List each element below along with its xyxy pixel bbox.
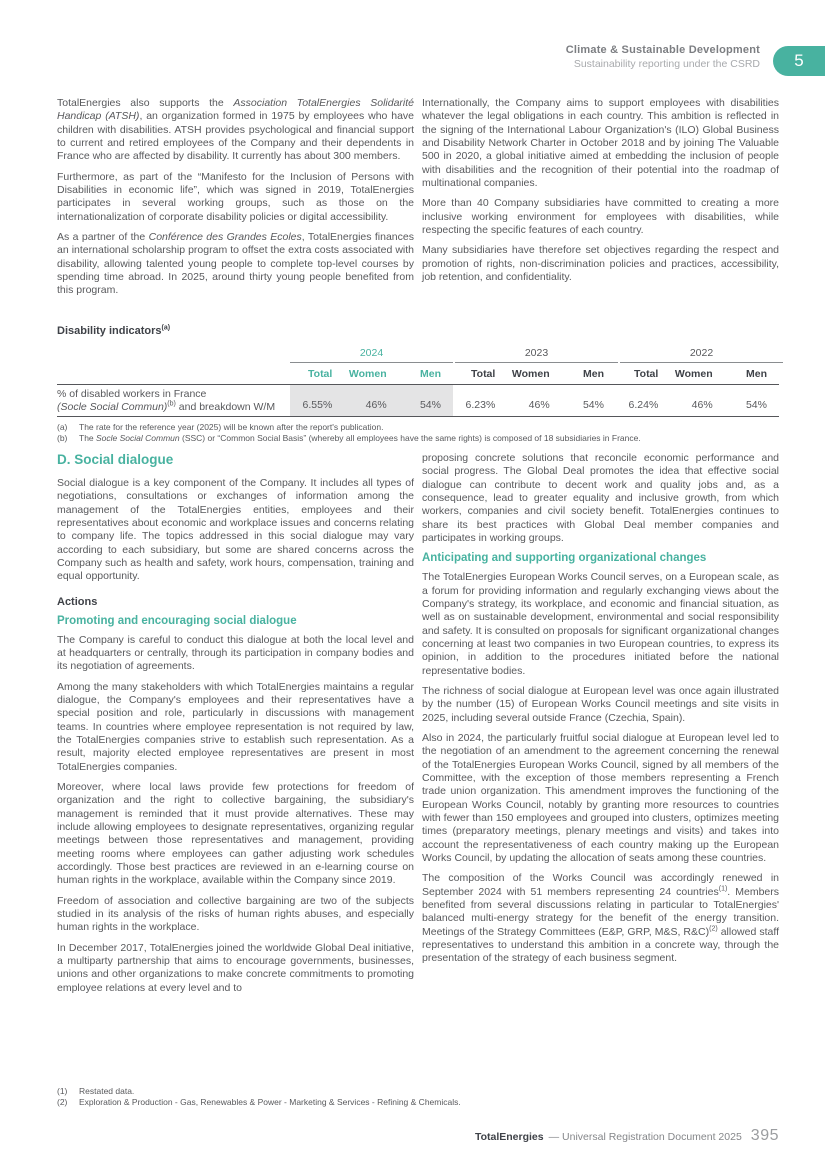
table-value: 6.23% [465, 399, 496, 411]
social-right-column [422, 452, 779, 1002]
column-header: Men [582, 368, 604, 380]
table-footnote-b: (b) The Socle Social Commun (SSC) or “Common Social Basis” (whereby all employees have the same rights) is composed of 18 subsidiaries in France. [57, 432, 641, 443]
table-subheaders-2022 [616, 368, 779, 384]
text-segment: Moreover, where local laws provide few protections for freedom of organization and the right to collective bargaining, the subsidiary's management is reminded that it must provide alternatives. These may include allowing employees to designate representatives, organizing regular meetings between those representatives and management, providing meeting rooms where employees can gather adjusting work schedules accordingly. Those best practices are reviewed in an e-learning course on human rights in the workplace, available within the Company since 2019. [57, 780, 414, 887]
social-left-column [57, 452, 414, 1002]
table-year-2023: 2023 [455, 347, 618, 363]
intro-right-column [422, 97, 779, 305]
text-segment: More than 40 Company subsidiaries have committed to creating a more inclusive working environment for employees with disabilities, while respecting the specific features of each country. [422, 197, 779, 236]
text-segment: The TotalEnergies European Works Council serves, on a European scale, as a forum for providing information and regularly exchanging views about the Company's strategy, its workplace, and economic and financial situation, as well as on sustainable development, environmental and social responsibility and safety. It is consulted on proposals for significant organizational changes concerning at least two companies in two European countries, to express its opinion, in addition to the procedures initiated before the national representative bodies. [422, 571, 779, 677]
table-subheaders-2024 [290, 368, 453, 384]
paragraph [57, 477, 414, 584]
text-segment: . Members benefited from several discussions relating in particular to TotalEnergies' balanced multi-energy strategy for the benefit of the energy transition. Meetings of the Strategy Committees (E&P, GRP, M&S, R&C) [422, 885, 780, 938]
table-value: 6.24% [628, 399, 659, 411]
chapter-number-tab [773, 46, 825, 76]
page-footnotes [57, 1086, 461, 1107]
text-segment: Socle Social Commun [96, 432, 180, 443]
page-footer [475, 1127, 779, 1145]
values-2024 [290, 385, 453, 416]
disability-indicators-section [57, 325, 779, 443]
table-value: 54% [745, 399, 767, 411]
text-segment: Also in 2024, the particularly fruitful social dialogue at European level led to the negotiation of an amendment to the agreement concerning the renewal of the TotalEnergies European Works Council, signed by all members of the Committee, with the exception of those members representing a French trade union organization. This amendment improves the functioning of the European Works Council, notably by granting more resources to countries with fewer than 150 employees and grouped into clusters, optimizes meeting times (preparatory meetings, plenary meetings and visits) and takes into account the representativeness of each country making up the European Works Council, by updating the allocation of seats among these countries. [422, 731, 779, 864]
text-segment: Internationally, the Company aims to support employees with disabilities whatever the legal obligations in each country. This ambition is reflected in the signing of the International Labour Organization's (ILO) Global Business and Disability Network Charter in October 2018 and by joining The Valuable 500 in 2020, a global initiative aimed at embedding the inclusion of people with disabilities and the recognition of their potential into the roadmap of multinational companies. [422, 97, 779, 189]
table-value: 46% [365, 399, 387, 411]
text-segment: In December 2017, TotalEnergies joined the worldwide Global Deal initiative, a multiparty partnership that aims to encourage governments, businesses, unions and other organizations to make concrete commitments to promoting employee relations at every level and to [57, 941, 414, 994]
table-title: Disability indicators$^{(a)}$ [57, 324, 171, 337]
section-heading [57, 615, 414, 627]
table-value: 6.55% [302, 399, 333, 411]
column-header: Women [511, 368, 550, 380]
section-heading [57, 452, 414, 467]
page-header [566, 44, 760, 70]
paragraph [422, 571, 779, 678]
footnote-marker-a: (a) [161, 324, 171, 332]
footnote-marker: (b) [167, 400, 176, 408]
text-segment: TotalEnergies also supports the [57, 97, 234, 109]
section-heading [422, 552, 779, 564]
column-header: Men [745, 368, 767, 380]
table-value: 54% [582, 399, 604, 411]
row-label: % of disabled workers in France (Socle Social Commun)$^{(b)}$ and breakdown W/M [57, 388, 276, 413]
chapter-number: 5 [794, 51, 804, 70]
table-value: 46% [691, 399, 713, 411]
table-footnote-a: (a) The rate for the reference year (2025) will be known after the report's publication. [57, 422, 384, 432]
table-data-row [57, 385, 779, 417]
page-footnote-2: (2) Exploration & Production - Gas, Renewables & Power - Marketing & Services - Refining & Chemicals. [57, 1096, 461, 1107]
column-header: Women [674, 368, 713, 380]
paragraph [422, 685, 779, 725]
section-heading [57, 596, 414, 608]
text-segment: The richness of social dialogue at European level was once again illustrated by the number (15) of European Works Council meetings and site visits in 2025, including several outside France (Czechia, Spain). [422, 684, 779, 724]
column-header: Men [419, 368, 441, 380]
paragraph [57, 231, 414, 298]
paragraph [57, 781, 414, 888]
text-segment: Among the many stakeholders with which TotalEnergies maintains a regular dialogue, the Company's employees and their representatives have a special position and role, particularly in discussions with management teams. In countries where employee representation is not required by law, the TotalEnergies companies strive to establish such representation. As a result, majority elected employee representatives are present in most TotalEnergies companies. [57, 680, 414, 773]
column-header: Total [634, 368, 659, 380]
text-segment: The rate for the reference year (2025) will be known after the report's publication. [79, 422, 384, 432]
paragraph [422, 97, 779, 190]
text-segment: Social dialogue is a key component of the Company. It includes all types of negotiations, consultations or exchanges of information among the management of the TotalEnergies entities, employees and their representatives about economic and workplace issues and concerns relating to company life. The topics addressed in this social dialogue may vary according to each subsidiary, but some are shared concerns across the Company such as health and safety, work hours, compensation, training and equal opportunity. [57, 477, 414, 583]
header-title: Climate & Sustainable Development [565, 44, 760, 56]
text-segment: proposing concrete solutions that reconcile economic performance and social progress. The Global Deal promotes the idea that effective social dialogue can contribute to decent work and quality jobs and, as a consequence, lead to greater equality and inclusive growth, from which workers, companies and civil society benefit. TotalEnergies continues to share its best practices with Global Deal member companies and participates in working groups. [422, 452, 779, 544]
table-year-2022: 2022 [620, 347, 783, 363]
disability-table [57, 346, 779, 417]
text-segment: The composition of the Works Council was accordingly renewed in September 2024 with 51 members representing 24 countries [422, 872, 779, 898]
column-header: Total [471, 368, 496, 380]
text-segment: Promoting and encouraging social dialogue [57, 614, 297, 627]
table-year-2024: 2024 [290, 347, 453, 363]
table-footnotes [57, 422, 779, 443]
text-segment: (Socle Social Commun) [57, 400, 168, 413]
intro-left-column [57, 97, 414, 305]
text-segment: Anticipating and supporting organizational changes [422, 552, 707, 565]
footer-document-title: — Universal Registration Document 2025 [548, 1131, 742, 1143]
header-subtitle: Sustainability reporting under the CSRD [573, 58, 760, 70]
paragraph [57, 97, 414, 164]
paragraph [57, 681, 414, 774]
page-number: 395 [750, 1127, 779, 1144]
text-segment: , TotalEnergies finances an international scholarship program to offset the extra costs associated with disability, allowing talented young people to complete top-level courses by spending time abroad. In 2025, around thirty young people benefited from this program. [57, 230, 414, 297]
text-segment: , an organization formed in 1975 by employees who have children with disabilities. ATSH provides psychological and financial support to current and retired employees of the Company and their dependents in France who are affected by disability. It currently has about 300 members. [57, 110, 414, 163]
values-2022 [616, 385, 779, 416]
text-segment: Many subsidiaries have therefore set objectives regarding the respect and promotion of rights, non-discrimination policies and practices, accessibility, job retention, and confidentiality. [422, 244, 779, 283]
values-2023 [453, 385, 616, 416]
text-segment: D. Social dialogue [57, 452, 174, 467]
paragraph [422, 452, 779, 545]
text-segment: As a partner of the [57, 230, 149, 243]
text-segment: The Company is careful to conduct this dialogue at both the local level and at headquarters or centrally, through its participation in company bodies and its negotiation of agreements. [57, 633, 414, 673]
text-segment: Actions [57, 595, 98, 608]
paragraph [57, 895, 414, 935]
paragraph [57, 171, 414, 224]
paragraph [57, 634, 414, 674]
text-segment: Furthermore, as part of the “Manifesto for the Inclusion of Persons with Disabilities in economic life”, which was signed in 2019, TotalEnergies participates in several working groups, such as those on the internationalization of corporate disability policies or digital accessibility. [57, 170, 414, 223]
paragraph [422, 872, 779, 965]
text-segment: and breakdown W/M [175, 400, 276, 413]
paragraph [422, 197, 779, 237]
footer-brand: TotalEnergies [474, 1131, 544, 1143]
social-dialogue-section [57, 452, 779, 1002]
text-segment: Freedom of association and collective bargaining are two of the subjects studied in its analysis of the risks of human rights abuses, and especially human rights in the workplace. [57, 894, 414, 934]
text-segment: Conférence des Grandes Ecoles [148, 230, 302, 243]
paragraph [57, 942, 414, 995]
table-value: 54% [419, 399, 441, 411]
text-segment: (SSC) or “Common Social Basis” (whereby all employees have the same rights) is composed of 18 subsidiaries in France. [179, 432, 641, 443]
paragraph [422, 732, 779, 865]
intro-section [57, 97, 779, 305]
footnote-marker: (1) [718, 885, 728, 893]
footnote-marker: (2) [709, 925, 718, 932]
table-subheader-row [57, 363, 779, 385]
table-subheaders-2023 [453, 368, 616, 384]
page-footnote-1: (1) Restated data. [57, 1086, 135, 1096]
text-segment: The [79, 432, 97, 443]
column-header: Women [348, 368, 387, 380]
paragraph [422, 244, 779, 284]
table-value: 46% [528, 399, 550, 411]
text-segment: Association TotalEnergies Solidarité Handicap (ATSH) [57, 97, 414, 123]
table-year-row [57, 346, 779, 363]
text-segment: allowed staff representatives to understand this ambition in a concrete way, through the presentation of the strategy of each business segment. [422, 925, 780, 965]
column-header: Total [308, 368, 333, 380]
